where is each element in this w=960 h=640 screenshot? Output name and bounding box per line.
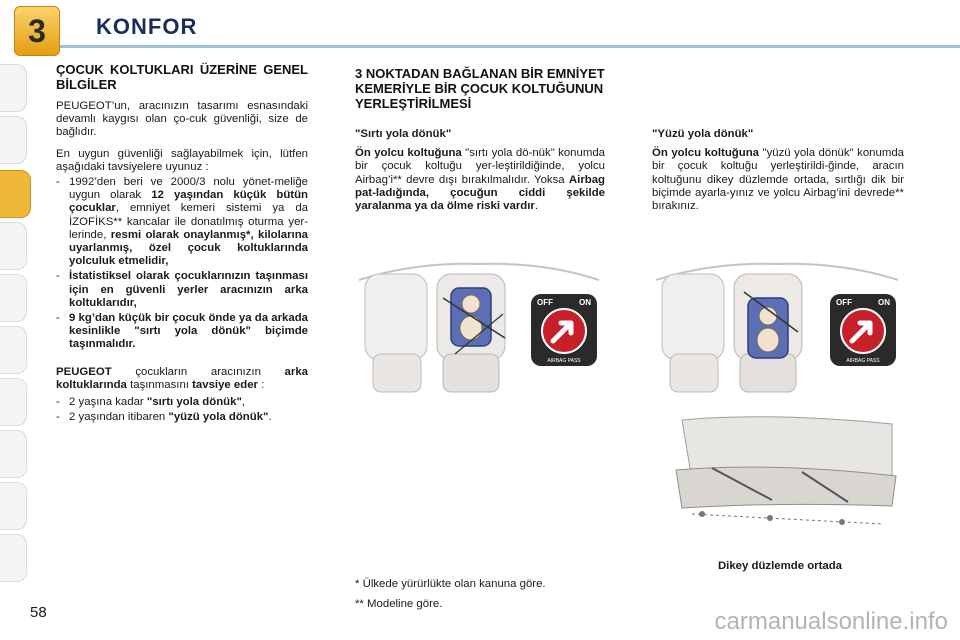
forward-facing-subheading: "Yüzü yola dönük" <box>652 128 754 140</box>
text: . <box>534 200 538 213</box>
list-item-text <box>69 396 245 409</box>
list-text: 1992’den beri ve 2000/3 nolu yönet-meliğe uygun olarak <box>69 176 308 202</box>
sidebar-tab-active[interactable] <box>0 170 31 218</box>
advice-paragraph: En uygun güvenliği sağlayabilmek için, lütfen aşağıdaki tavsiyelere uyunuz : <box>56 147 308 173</box>
sidebar-tab-4[interactable] <box>0 222 27 270</box>
forward-facing-column <box>652 128 904 219</box>
footnotes <box>355 574 546 614</box>
text: : <box>257 378 265 391</box>
text: 2 yaşına kadar <box>69 396 147 409</box>
forward-facing-seat-illustration <box>652 258 902 402</box>
bold-text: arka koltuklarında <box>56 365 308 391</box>
sidebar-tab-7[interactable] <box>0 378 27 426</box>
airbag-label: AIRBAG PASS <box>846 358 880 364</box>
list-dash: - <box>56 176 60 189</box>
airbag-off-label: OFF <box>836 298 852 307</box>
list-text: , emniyet kemeri sistemi ya da İZOFİKS** kancalar ile donatılmış oturma yer-lerinde, <box>69 202 308 241</box>
brand-text: PEUGEOT <box>56 365 112 378</box>
airbag-switch-panel <box>830 294 896 366</box>
bold-text: tavsiye eder <box>192 378 258 391</box>
page-title: KONFOR <box>96 14 198 39</box>
list-dash: - <box>56 411 60 424</box>
general-info-heading: ÇOCUK KOLTUKLARI ÜZERİNE GENEL BİLGİLER <box>56 62 308 92</box>
airbag-label: AIRBAG PASS <box>547 358 581 364</box>
chapter-badge: 3 <box>14 6 60 56</box>
header-rule <box>60 45 960 48</box>
rear-facing-subheading: "Sırtı yola dönük" <box>355 128 452 140</box>
list-bold-text: resmi olarak onaylanmış*, kilolarına uyarlanmış, özel çocuk koltuklarında yolculuk etmelidir, <box>69 228 308 268</box>
sidebar-tab-1[interactable] <box>0 64 27 112</box>
airbag-on-arrow-icon <box>830 306 896 356</box>
list-item <box>56 270 308 310</box>
rear-facing-seat-illustration <box>355 258 603 402</box>
text: "yüzü yola dönük" konumda bir çocuk koltuğu yerleştirildi-ğinde, aracın koltuğunu dikey düzlemde ortada, sırtlığı dik bir biçimde ayarla-yınız ve yolcu Airbag’ini devrede** bırakınız. <box>652 147 904 213</box>
list-item-text <box>69 411 272 424</box>
list-item <box>56 312 308 352</box>
list-item-text <box>69 176 308 268</box>
forward-facing-paragraph <box>652 147 904 213</box>
recommendation-paragraph <box>56 366 308 392</box>
three-point-belt-heading-block <box>355 66 615 111</box>
airbag-off-arrow-icon <box>531 306 597 356</box>
footnote-2: ** Modeline göre. <box>355 598 443 610</box>
sidebar-tab-9[interactable] <box>0 482 27 530</box>
bold-text: "sırtı yola dönük" <box>146 396 242 409</box>
warning-text: Airbag pat-ladığında, çocuğun ciddi şekilde yaralanma ya da ölme riski vardır <box>355 173 605 213</box>
list-bold-text: 12 yaşından küçük bütün çocuklar <box>69 189 308 215</box>
sidebar-tab-6[interactable] <box>0 326 27 374</box>
rear-facing-paragraph <box>355 147 605 213</box>
bold-text: Ön yolcu koltuğuna <box>355 147 462 160</box>
list-item <box>56 396 308 409</box>
sidebar-tab-2[interactable] <box>0 116 27 164</box>
rear-facing-column <box>355 128 605 219</box>
airbag-on-label: ON <box>878 298 890 307</box>
text: çocukların aracınızın <box>111 365 285 378</box>
list-dash: - <box>56 312 60 325</box>
airbag-off-label: OFF <box>537 298 553 307</box>
watermark: carmanualsonline.info <box>714 608 948 635</box>
bold-text: "yüzü yola dönük" <box>168 411 269 424</box>
bold-text: Ön yolcu koltuğuna <box>652 147 760 160</box>
list-bold-text: 9 kg’dan küçük bir çocuk önde ya da arkada kesinlikle "sırtı yola dönük" biçimde taşınmalıdır. <box>69 312 308 351</box>
page-number: 58 <box>30 604 47 621</box>
list-dash: - <box>56 396 60 409</box>
text: , <box>241 396 246 409</box>
seat-side-drawing <box>652 410 902 530</box>
airbag-switch-panel <box>531 294 597 366</box>
chapter-sidebar <box>0 0 32 640</box>
text: . <box>268 411 272 424</box>
sidebar-tab-5[interactable] <box>0 274 27 322</box>
list-dash: - <box>56 270 60 283</box>
list-item <box>56 176 308 268</box>
footnote-1: * Ülkede yürürlükte olan kanuna göre. <box>355 578 546 590</box>
text: taşınmasını <box>126 378 193 391</box>
three-point-belt-heading: 3 NOKTADAN BAĞLANAN BİR EMNİYET KEMERİYLE BİR ÇOCUK KOLTUĞUNUN YERLEŞTİRİLMESİ <box>355 66 605 111</box>
intro-paragraph: PEUGEOT’un, aracınızın tasarımı esnasındaki devamlı kaygısı olan ço-cuk güvenliği, size de bağlıdır. <box>56 100 308 139</box>
list-bold-text: İstatistiksel olarak çocuklarınızın taşınması için en güvenli yerler aracınızın arka koltuklarıdır, <box>69 270 308 309</box>
sidebar-tab-10[interactable] <box>0 534 27 582</box>
seat-side-view-illustration <box>652 410 902 530</box>
seat-position-caption: Dikey düzlemde ortada <box>717 560 843 572</box>
text: "sırtı yola dö-nük" konumda bir çocuk koltuğu yer-leştirildiğinde, yolcu Airbag’i** devre dışı bırakılmalıdır. Yoksa <box>355 147 605 186</box>
list-item <box>56 411 308 424</box>
sidebar-tab-8[interactable] <box>0 430 27 478</box>
airbag-on-label: ON <box>579 298 591 307</box>
general-info-column <box>56 62 308 424</box>
text: 2 yaşından itibaren <box>69 411 169 424</box>
